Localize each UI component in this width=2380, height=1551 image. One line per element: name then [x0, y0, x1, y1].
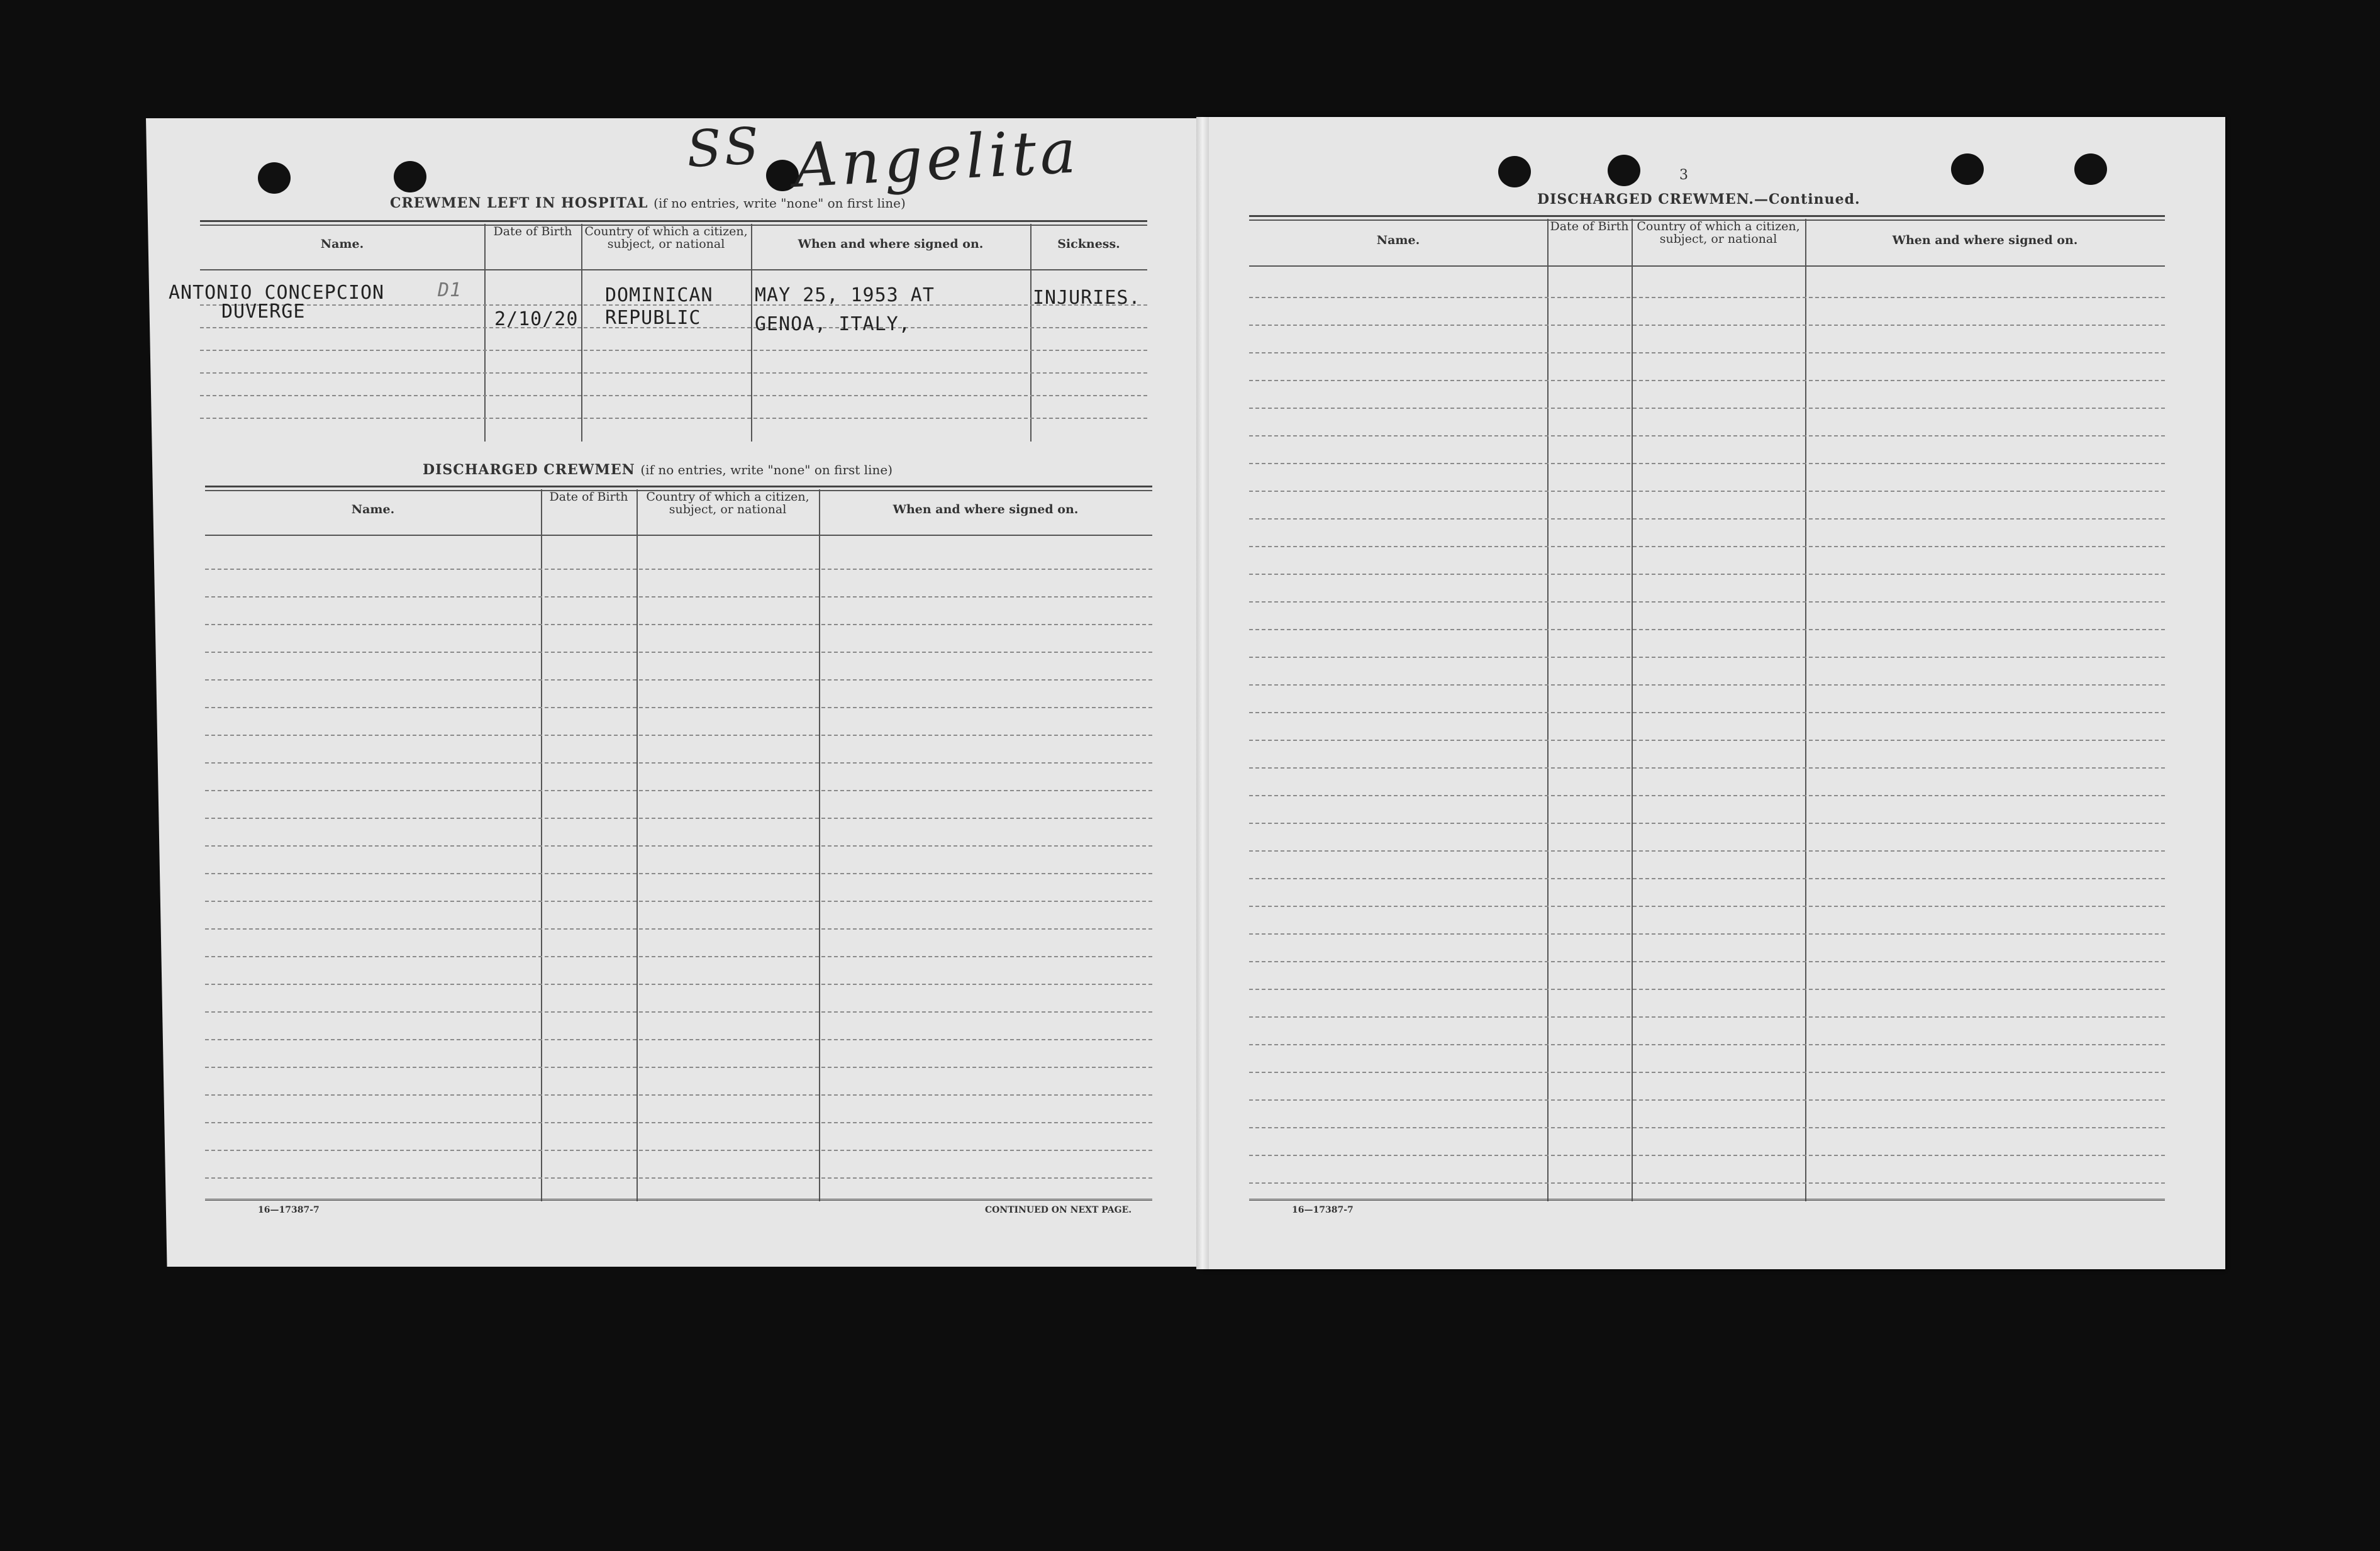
ruled-line	[205, 928, 1152, 930]
punch-hole	[2074, 153, 2107, 185]
ruled-line	[1249, 740, 2165, 741]
page-number: 3	[1679, 167, 1688, 183]
ruled-line	[205, 1011, 1152, 1013]
ruled-line	[205, 762, 1152, 764]
header-signed-on: When and where signed on.	[798, 237, 984, 251]
ruled-line	[1249, 684, 2165, 686]
ruled-line	[1249, 297, 2165, 298]
ruled-line	[1249, 1044, 2165, 1045]
continued-note: CONTINUED ON NEXT PAGE.	[985, 1205, 1132, 1215]
ruled-line	[205, 569, 1152, 570]
right-title-suffix: —Continued.	[1754, 191, 1860, 208]
ruled-line	[1249, 933, 2165, 935]
form-number-left: 16—17387-7	[258, 1205, 320, 1215]
header-dob: Date of Birth	[549, 490, 628, 504]
ruled-line	[1249, 878, 2165, 879]
ruled-line	[1249, 961, 2165, 962]
ruled-line	[1249, 989, 2165, 990]
book-spine	[1196, 117, 1209, 1269]
header-country: Country of which a citizen, subject, or national	[584, 225, 748, 251]
ruled-line	[205, 873, 1152, 874]
entry-signed-line2: GENOA, ITALY,	[755, 313, 911, 335]
ruled-line	[205, 1150, 1152, 1151]
discharged-table-left	[205, 486, 1152, 1201]
right-title-text: DISCHARGED CREWMEN.	[1537, 191, 1754, 208]
handwritten-vessel-name: Angelita	[792, 116, 1082, 201]
header-signed-on: When and where signed on.	[1892, 233, 2078, 247]
header-dob: Date of Birth	[493, 225, 572, 238]
hospital-section-title	[390, 195, 906, 211]
ruled-line	[1249, 1182, 2165, 1184]
ruled-line	[205, 735, 1152, 736]
punch-hole	[258, 162, 291, 194]
ruled-line	[1249, 795, 2165, 796]
entry-country-line1: DOMINICAN	[605, 284, 713, 306]
ruled-line	[1249, 546, 2165, 547]
entry-country-line2: REPUBLIC	[605, 307, 701, 329]
ruled-line	[205, 624, 1152, 625]
ruled-line	[1249, 712, 2165, 713]
header-dob: Date of Birth	[1550, 220, 1629, 233]
ruled-line	[1249, 1155, 2165, 1156]
right-section-title	[1537, 191, 1860, 208]
ruled-line	[205, 707, 1152, 708]
ruled-line	[1249, 380, 2165, 381]
discharged-title-text: DISCHARGED CREWMEN	[423, 462, 635, 478]
ruled-line	[1249, 657, 2165, 658]
ruled-line	[205, 652, 1152, 653]
ruled-line	[205, 790, 1152, 791]
punch-hole	[394, 161, 426, 192]
ruled-line	[1249, 325, 2165, 326]
ruled-line	[1249, 767, 2165, 769]
ruled-line	[205, 818, 1152, 819]
ruled-line	[205, 1177, 1152, 1179]
ruled-line	[205, 596, 1152, 598]
punch-hole	[1951, 153, 1984, 185]
ruled-line	[1249, 823, 2165, 824]
entry-dob: 2/10/20	[494, 308, 579, 330]
ruled-line	[1249, 850, 2165, 852]
ruled-line	[1249, 491, 2165, 492]
form-number-right: 16—17387-7	[1292, 1205, 1354, 1215]
hospital-table	[200, 220, 1147, 442]
ruled-line	[1249, 1127, 2165, 1128]
header-name: Name.	[320, 237, 364, 251]
header-name: Name.	[351, 503, 395, 516]
ruled-line	[1249, 1099, 2165, 1101]
ruled-line	[1249, 574, 2165, 575]
entry-sickness: INJURIES.	[1033, 287, 1141, 309]
ruled-line	[205, 956, 1152, 957]
ruled-line	[205, 1094, 1152, 1096]
entry-name-line2: DUVERGE	[221, 301, 306, 323]
ruled-line	[205, 1122, 1152, 1123]
ruled-line	[1249, 601, 2165, 603]
ruled-line	[1249, 1016, 2165, 1018]
ruled-line	[205, 845, 1152, 847]
ruled-line	[1249, 1072, 2165, 1073]
ruled-line	[205, 984, 1152, 985]
ruled-line	[205, 1039, 1152, 1040]
header-country: Country of which a citizen, subject, or national	[1637, 220, 1800, 246]
header-signed-on: When and where signed on.	[892, 503, 1079, 516]
ruled-line	[1249, 518, 2165, 520]
punch-hole	[1498, 156, 1531, 187]
ruled-line	[205, 679, 1152, 681]
ruled-line	[205, 901, 1152, 902]
ruled-line	[1249, 906, 2165, 907]
ruled-line	[1249, 352, 2165, 353]
discharged-table-right	[1249, 215, 2165, 1201]
entry-mark: D1	[438, 279, 462, 301]
header-sickness: Sickness.	[1057, 237, 1120, 251]
ruled-line	[1249, 408, 2165, 409]
hospital-title-text: CREWMEN LEFT IN HOSPITAL	[390, 195, 648, 211]
ruled-line	[1249, 463, 2165, 464]
entry-name-line1: ANTONIO CONCEPCION	[169, 282, 385, 304]
header-country: Country of which a citizen, subject, or national	[646, 490, 809, 516]
hospital-instruction: (if no entries, write "none" on first line)	[653, 196, 906, 211]
punch-hole	[1608, 155, 1640, 186]
discharged-section-title	[423, 462, 892, 478]
ruled-line	[1249, 435, 2165, 436]
entry-signed-line1: MAY 25, 1953 AT	[755, 284, 935, 306]
ruled-line	[205, 1067, 1152, 1068]
header-name: Name.	[1376, 233, 1420, 247]
ruled-line	[1249, 629, 2165, 630]
handwritten-prefix: SS	[685, 116, 764, 179]
discharged-instruction: (if no entries, write "none" on first line)	[640, 462, 892, 477]
